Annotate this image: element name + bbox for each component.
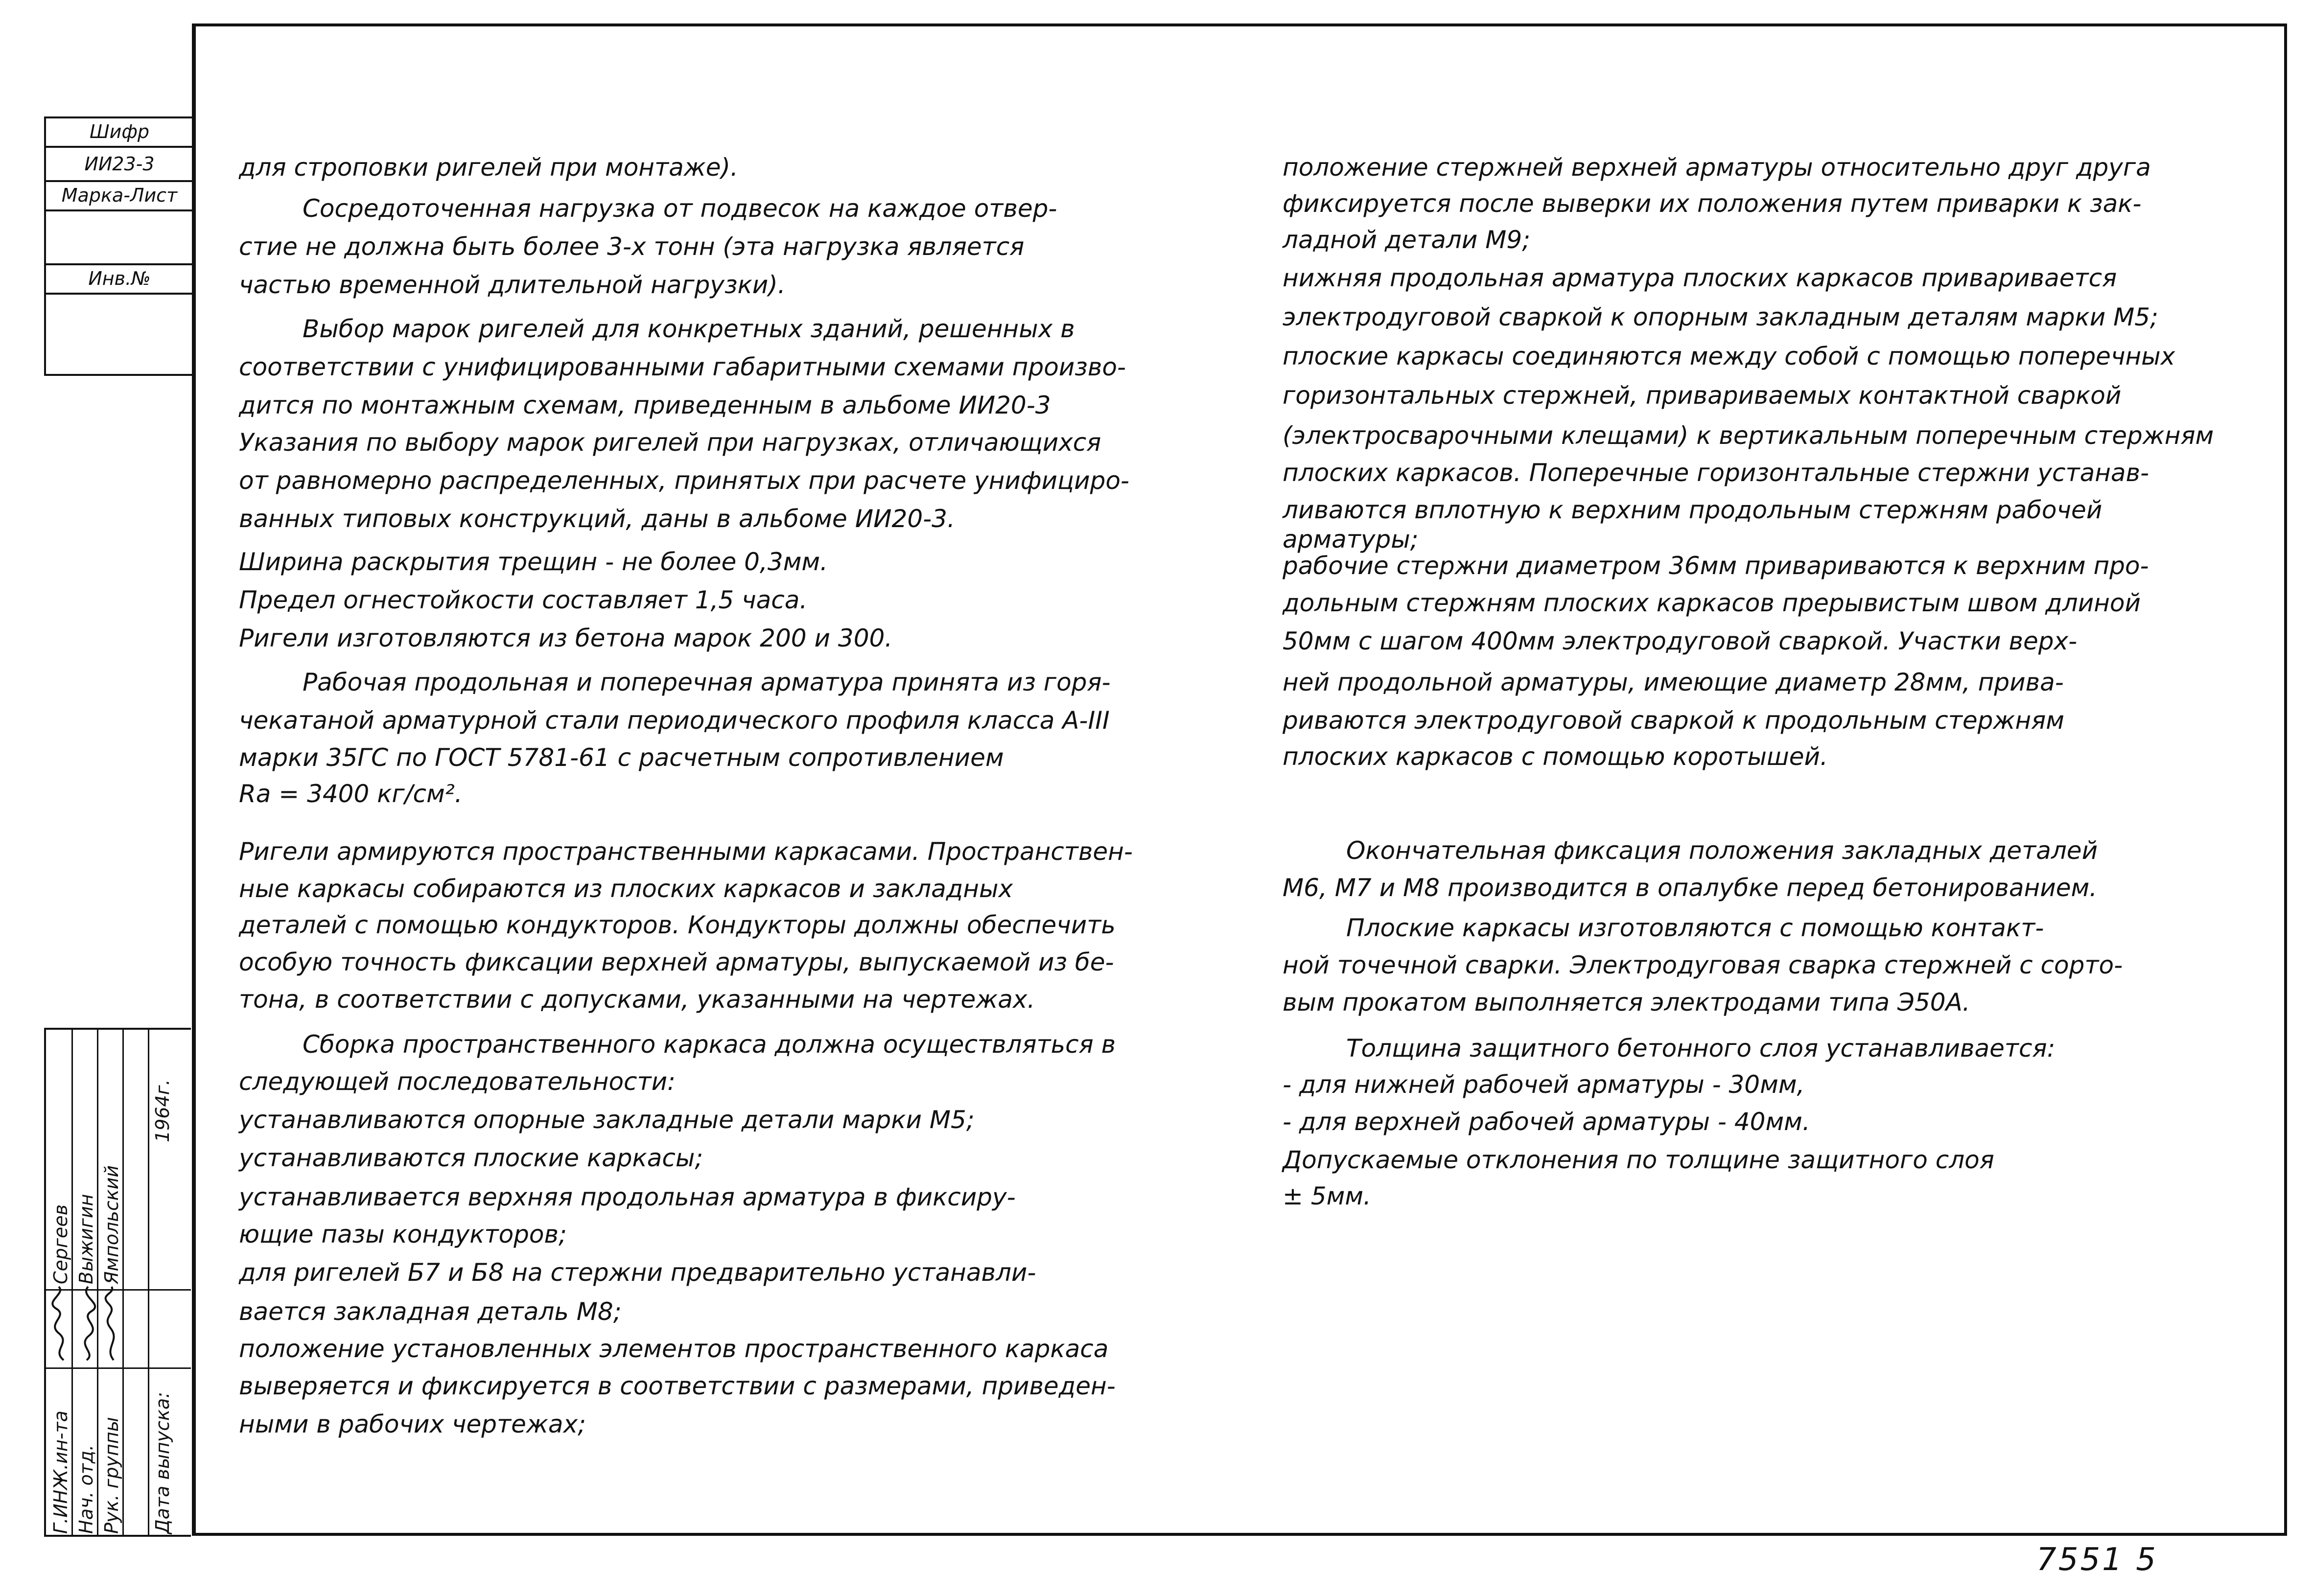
text-line: от равномерно распределенных, принятых при расчете унифициро- — [239, 466, 1129, 495]
text-line: Ригели изготовляются из бетона марок 200 и 300. — [239, 624, 893, 652]
text-line: особую точность фиксации верхней арматуры, выпускаемой из бе- — [239, 948, 1114, 976]
text-line: 50мм с шагом 400мм электродуговой сваркой. Участки верх- — [1283, 627, 2078, 655]
marka-list-value — [46, 209, 193, 263]
text-line: (электросварочными клещами) к вертикальным поперечным стержням — [1283, 421, 2214, 450]
role-group-lead: Рук. группы — [101, 1417, 122, 1534]
text-line: - для нижней рабочей арматуры - 30мм, — [1283, 1070, 1805, 1099]
text-line: ющие пазы кондукторов; — [239, 1220, 567, 1249]
text-line: фиксируется после выверки их положения путем приварки к зак- — [1283, 189, 2142, 218]
role-chief-engineer: Г.ИНЖ.ин-та — [50, 1411, 71, 1534]
text-line: арматуры; — [1283, 525, 1419, 554]
marka-list-label: Марка-Лист — [46, 180, 193, 209]
text-line: ной точечной сварки. Электродуговая сварка стержней с сорто- — [1283, 951, 2123, 979]
inv-label: Инв.№ — [46, 263, 193, 293]
text-line: ные каркасы собираются из плоских каркасов и закладных — [239, 875, 1013, 903]
name-yampolsky: Ямпольский — [101, 1165, 122, 1284]
text-line: Указания по выбору марок ригелей при нагрузках, отличающихся — [239, 428, 1101, 457]
text-line: электродуговой сваркой к опорным закладным деталям марки М5; — [1283, 303, 2158, 331]
text-line: рабочие стержни диаметром 36мм привариваются к верхним про- — [1283, 552, 2149, 580]
text-line: нижняя продольная арматура плоских каркасов приваривается — [1283, 264, 2117, 292]
text-line: чекатаной арматурной стали периодического профиля класса А-III — [239, 706, 1110, 735]
text-line: тона, в соответствии с допусками, указанными на чертежах. — [239, 985, 1035, 1014]
text-line: ± 5мм. — [1283, 1182, 1371, 1210]
text-line: вым прокатом выполняется электродами типа Э50А. — [1283, 988, 1970, 1017]
text-line: дится по монтажным схемам, приведенным в альбоме ИИ20-3 — [239, 391, 1051, 419]
name-vyzhigin: Выжигин — [75, 1194, 97, 1284]
text-line: плоских каркасов с помощью коротышей. — [1283, 742, 1828, 771]
text-line: горизонтальных стержней, привариваемых контактной сваркой — [1283, 381, 2122, 410]
text-line: М6, М7 и М8 производится в опалубке перед бетонированием. — [1283, 874, 2098, 902]
shifr-value: ИИ23-3 — [46, 146, 193, 180]
text-line: Окончательная фиксация положения закладных деталей — [1346, 836, 2098, 865]
text-line: положение стержней верхней арматуры относительно друг друга — [1283, 153, 2151, 182]
text-line: стие не должна быть более 3-х тонн (эта нагрузка является — [239, 232, 1025, 261]
text-line: Выбор марок ригелей для конкретных зданий, решенных в — [303, 315, 1075, 343]
text-line: Сосредоточенная нагрузка от подвесок на каждое отвер- — [303, 194, 1057, 223]
text-line: ванных типовых конструкций, даны в альбоме ИИ20-3. — [239, 505, 955, 533]
text-line: ладной детали М9; — [1283, 226, 1531, 254]
text-line: частью временной длительной нагрузки). — [239, 271, 786, 299]
text-line: для ригелей Б7 и Б8 на стержни предварительно устанавли- — [239, 1258, 1036, 1287]
text-line: Толщина защитного бетонного слоя устанавливается: — [1346, 1034, 2056, 1063]
text-line: плоские каркасы соединяются между собой с помощью поперечных — [1283, 342, 2175, 370]
text-line: Rа = 3400 кг/см². — [239, 780, 463, 808]
text-line: соответствии с унифицированными габаритными схемами произво- — [239, 353, 1126, 381]
role-dept-head: Нач. отд. — [75, 1444, 97, 1534]
title-stamp-top — [44, 116, 191, 376]
text-line: Ширина раскрытия трещин - не более 0,3мм. — [239, 548, 828, 576]
text-line: вается закладная деталь М8; — [239, 1297, 622, 1326]
text-line: устанавливается верхняя продольная арматура в фиксиру- — [239, 1183, 1016, 1211]
inv-value — [46, 293, 193, 376]
text-line: ливаются вплотную к верхним продольным стержням рабочей — [1283, 496, 2103, 524]
text-line: марки 35ГС по ГОСТ 5781-61 с расчетным сопротивлением — [239, 743, 1004, 772]
signature-2 — [74, 1284, 99, 1363]
text-line: Предел огнестойкости составляет 1,5 часа. — [239, 586, 808, 614]
signature-block — [44, 1028, 191, 1537]
text-line: риваются электродуговой сваркой к продольным стержням — [1283, 706, 2064, 735]
document-number: 7551 5 — [2036, 1542, 2158, 1578]
text-line: выверяется и фиксируется в соответствии с размерами, приведен- — [239, 1372, 1116, 1400]
signature-3 — [100, 1284, 124, 1363]
text-line: Плоские каркасы изготовляются с помощью контакт- — [1346, 914, 2044, 942]
text-line: Рабочая продольная и поперечная арматура принята из горя- — [303, 668, 1111, 696]
shifr-label: Шифр — [46, 116, 193, 146]
text-line: дольным стержням плоских каркасов прерывистым швом длиной — [1283, 589, 2141, 617]
text-line: Допускаемые отклонения по толщине защитного слоя — [1283, 1146, 1994, 1174]
text-line: Сборка пространственного каркаса должна осуществляться в — [303, 1030, 1116, 1059]
signature-1 — [49, 1284, 73, 1363]
text-line: устанавливаются опорные закладные детали марки М5; — [239, 1106, 975, 1134]
text-line: Ригели армируются пространственными каркасами. Пространствен- — [239, 837, 1133, 866]
text-line: ней продольной арматуры, имеющие диаметр 28мм, прива- — [1283, 668, 2064, 696]
text-line: положение установленных элементов пространственного каркаса — [239, 1335, 1109, 1363]
text-line: деталей с помощью кондукторов. Кондукторы должны обеспечить — [239, 911, 1116, 939]
name-sergeev: Сергеев — [50, 1204, 71, 1284]
release-year: 1964г. — [152, 1079, 173, 1142]
text-line: устанавливаются плоские каркасы; — [239, 1144, 703, 1172]
text-line: для строповки ригелей при монтаже). — [239, 153, 738, 182]
text-line: плоских каркасов. Поперечные горизонтальные стержни устанав- — [1283, 459, 2149, 487]
text-line: ными в рабочих чертежах; — [239, 1410, 586, 1438]
text-line: - для верхней рабочей арматуры - 40мм. — [1283, 1108, 1810, 1136]
role-release-date: Дата выпуска: — [152, 1391, 173, 1534]
text-line: следующей последовательности: — [239, 1067, 676, 1096]
